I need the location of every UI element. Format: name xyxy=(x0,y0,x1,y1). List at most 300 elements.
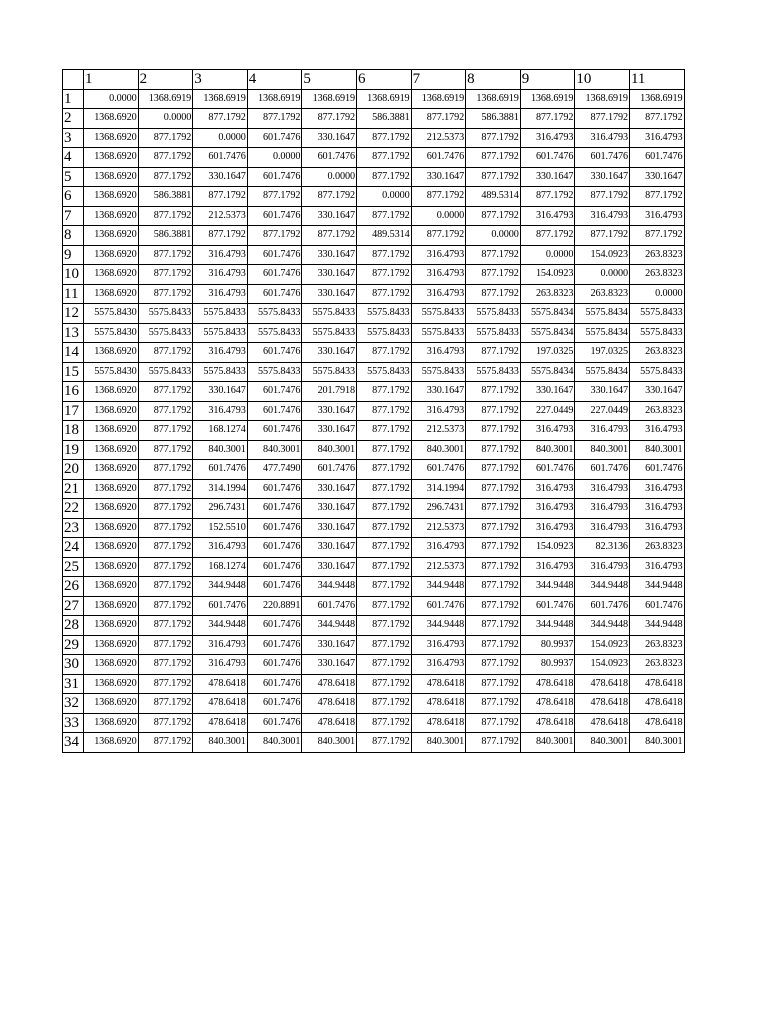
column-header: 2 xyxy=(138,70,193,90)
table-cell: 344.9448 xyxy=(575,616,630,636)
row-header: 12 xyxy=(63,304,84,324)
table-cell: 1368.6920 xyxy=(84,596,139,616)
row-header: 29 xyxy=(63,635,84,655)
table-cell: 601.7476 xyxy=(247,499,302,519)
table-cell: 877.1792 xyxy=(356,265,411,285)
row-header: 2 xyxy=(63,109,84,129)
table-row xyxy=(63,557,685,577)
table-cell: 5575.8433 xyxy=(466,304,521,324)
column-header: 10 xyxy=(575,70,630,90)
table-cell: 877.1792 xyxy=(411,226,466,246)
table-row xyxy=(63,245,685,265)
table-cell: 330.1647 xyxy=(411,382,466,402)
table-cell: 344.9448 xyxy=(193,616,248,636)
table-cell: 152.5510 xyxy=(193,518,248,538)
table-cell: 212.5373 xyxy=(193,206,248,226)
table-cell: 601.7476 xyxy=(247,694,302,714)
table-cell: 478.6418 xyxy=(520,713,575,733)
table-cell: 877.1792 xyxy=(138,401,193,421)
table-cell: 877.1792 xyxy=(193,226,248,246)
table-cell: 330.1647 xyxy=(302,343,357,363)
table-cell: 877.1792 xyxy=(138,148,193,168)
table-cell: 877.1792 xyxy=(138,655,193,675)
table-cell: 212.5373 xyxy=(411,557,466,577)
table-cell: 5575.8433 xyxy=(193,323,248,343)
table-cell: 1368.6920 xyxy=(84,440,139,460)
table-cell: 601.7476 xyxy=(193,148,248,168)
row-header: 10 xyxy=(63,265,84,285)
table-cell: 316.4793 xyxy=(520,518,575,538)
table-cell: 5575.8434 xyxy=(575,304,630,324)
table-cell: 1368.6920 xyxy=(84,674,139,694)
table-cell: 877.1792 xyxy=(356,538,411,558)
table-cell: 877.1792 xyxy=(138,128,193,148)
row-header: 13 xyxy=(63,323,84,343)
table-cell: 877.1792 xyxy=(247,109,302,129)
table-cell: 877.1792 xyxy=(575,109,630,129)
table-cell: 314.1994 xyxy=(193,479,248,499)
table-cell: 330.1647 xyxy=(193,167,248,187)
row-header: 20 xyxy=(63,460,84,480)
table-row xyxy=(63,362,685,382)
table-cell: 316.4793 xyxy=(193,265,248,285)
table-row xyxy=(63,382,685,402)
table-row xyxy=(63,499,685,519)
row-header: 30 xyxy=(63,655,84,675)
table-cell: 5575.8433 xyxy=(466,323,521,343)
table-cell: 330.1647 xyxy=(629,167,684,187)
table-cell: 877.1792 xyxy=(575,187,630,207)
table-cell: 877.1792 xyxy=(466,733,521,753)
table-cell: 601.7476 xyxy=(302,148,357,168)
table-cell: 877.1792 xyxy=(520,226,575,246)
row-header: 24 xyxy=(63,538,84,558)
table-cell: 877.1792 xyxy=(629,109,684,129)
table-cell: 5575.8434 xyxy=(520,323,575,343)
table-cell: 330.1647 xyxy=(302,245,357,265)
column-header: 1 xyxy=(84,70,139,90)
row-header: 26 xyxy=(63,577,84,597)
table-cell: 330.1647 xyxy=(302,206,357,226)
table-cell: 5575.8433 xyxy=(302,323,357,343)
table-cell: 344.9448 xyxy=(302,577,357,597)
table-cell: 263.8323 xyxy=(629,265,684,285)
table-cell: 316.4793 xyxy=(411,655,466,675)
table-row xyxy=(63,89,685,109)
table-cell: 316.4793 xyxy=(411,401,466,421)
table-cell: 5575.8433 xyxy=(629,323,684,343)
table-cell: 877.1792 xyxy=(356,499,411,519)
table-cell: 5575.8434 xyxy=(575,362,630,382)
table-row xyxy=(63,635,685,655)
table-cell: 330.1647 xyxy=(302,265,357,285)
table-cell: 316.4793 xyxy=(629,557,684,577)
table-cell: 316.4793 xyxy=(575,421,630,441)
table-cell: 316.4793 xyxy=(411,343,466,363)
table-cell: 478.6418 xyxy=(629,713,684,733)
table-cell: 316.4793 xyxy=(575,479,630,499)
table-cell: 478.6418 xyxy=(302,674,357,694)
table-cell: 877.1792 xyxy=(356,655,411,675)
table-cell: 877.1792 xyxy=(138,733,193,753)
table-cell: 220.8891 xyxy=(247,596,302,616)
table-cell: 840.3001 xyxy=(247,440,302,460)
table-row xyxy=(63,440,685,460)
table-cell: 212.5373 xyxy=(411,128,466,148)
table-cell: 877.1792 xyxy=(466,167,521,187)
table-cell: 263.8323 xyxy=(629,538,684,558)
table-cell: 601.7476 xyxy=(247,577,302,597)
table-header xyxy=(63,70,685,90)
table-cell: 840.3001 xyxy=(302,733,357,753)
table-cell: 601.7476 xyxy=(247,343,302,363)
table-row xyxy=(63,713,685,733)
table-row xyxy=(63,655,685,675)
table-cell: 601.7476 xyxy=(247,284,302,304)
row-header: 28 xyxy=(63,616,84,636)
table-cell: 877.1792 xyxy=(356,401,411,421)
table-cell: 1368.6920 xyxy=(84,245,139,265)
table-cell: 877.1792 xyxy=(138,499,193,519)
table-cell: 316.4793 xyxy=(629,421,684,441)
table-cell: 0.0000 xyxy=(84,89,139,109)
table-cell: 601.7476 xyxy=(411,460,466,480)
table-cell: 0.0000 xyxy=(629,284,684,304)
table-cell: 330.1647 xyxy=(193,382,248,402)
table-cell: 0.0000 xyxy=(138,109,193,129)
table-cell: 5575.8433 xyxy=(138,304,193,324)
table-cell: 877.1792 xyxy=(575,226,630,246)
table-cell: 877.1792 xyxy=(466,206,521,226)
table-cell: 478.6418 xyxy=(411,713,466,733)
table-cell: 0.0000 xyxy=(575,265,630,285)
table-cell: 316.4793 xyxy=(629,518,684,538)
table-cell: 840.3001 xyxy=(629,733,684,753)
table-cell: 316.4793 xyxy=(629,128,684,148)
table-cell: 5575.8433 xyxy=(302,362,357,382)
table-cell: 82.3136 xyxy=(575,538,630,558)
table-cell: 316.4793 xyxy=(520,499,575,519)
table-cell: 478.6418 xyxy=(520,694,575,714)
row-header: 23 xyxy=(63,518,84,538)
table-cell: 601.7476 xyxy=(575,596,630,616)
table-cell: 840.3001 xyxy=(411,440,466,460)
table-cell: 877.1792 xyxy=(356,128,411,148)
table-cell: 840.3001 xyxy=(629,440,684,460)
row-header: 6 xyxy=(63,187,84,207)
table-cell: 330.1647 xyxy=(302,557,357,577)
table-cell: 877.1792 xyxy=(466,421,521,441)
table-cell: 601.7476 xyxy=(247,167,302,187)
table-cell: 1368.6919 xyxy=(520,89,575,109)
table-cell: 5575.8433 xyxy=(138,362,193,382)
table-cell: 877.1792 xyxy=(302,187,357,207)
table-cell: 263.8323 xyxy=(520,284,575,304)
table-cell: 601.7476 xyxy=(411,596,466,616)
table-cell: 154.0923 xyxy=(520,538,575,558)
table-cell: 330.1647 xyxy=(302,538,357,558)
row-header: 7 xyxy=(63,206,84,226)
table-cell: 877.1792 xyxy=(247,187,302,207)
table-cell: 5575.8433 xyxy=(138,323,193,343)
table-cell: 877.1792 xyxy=(356,245,411,265)
table-cell: 1368.6920 xyxy=(84,226,139,246)
table-cell: 330.1647 xyxy=(302,518,357,538)
column-header: 3 xyxy=(193,70,248,90)
table-cell: 314.1994 xyxy=(411,479,466,499)
row-header: 25 xyxy=(63,557,84,577)
table-cell: 316.4793 xyxy=(193,401,248,421)
table-cell: 316.4793 xyxy=(575,128,630,148)
table-cell: 1368.6919 xyxy=(247,89,302,109)
table-cell: 5575.8433 xyxy=(356,362,411,382)
table-cell: 877.1792 xyxy=(466,538,521,558)
table-cell: 877.1792 xyxy=(356,596,411,616)
table-cell: 316.4793 xyxy=(520,128,575,148)
table-row xyxy=(63,596,685,616)
table-cell: 1368.6920 xyxy=(84,109,139,129)
table-cell: 316.4793 xyxy=(520,557,575,577)
column-header: 6 xyxy=(356,70,411,90)
table-cell: 1368.6920 xyxy=(84,733,139,753)
table-cell: 263.8323 xyxy=(629,401,684,421)
table-cell: 586.3881 xyxy=(356,109,411,129)
table-cell: 877.1792 xyxy=(247,226,302,246)
table-cell: 877.1792 xyxy=(356,577,411,597)
table-cell: 877.1792 xyxy=(520,187,575,207)
table-cell: 316.4793 xyxy=(629,499,684,519)
table-cell: 840.3001 xyxy=(575,733,630,753)
table-cell: 330.1647 xyxy=(302,421,357,441)
table-cell: 168.1274 xyxy=(193,557,248,577)
table-cell: 201.7918 xyxy=(302,382,357,402)
table-cell: 1368.6920 xyxy=(84,265,139,285)
table-cell: 5575.8430 xyxy=(84,362,139,382)
table-cell: 877.1792 xyxy=(466,284,521,304)
table-cell: 877.1792 xyxy=(466,596,521,616)
table-cell: 877.1792 xyxy=(138,694,193,714)
table-cell: 5575.8433 xyxy=(466,362,521,382)
table-cell: 296.7431 xyxy=(411,499,466,519)
table-cell: 601.7476 xyxy=(193,460,248,480)
table-cell: 330.1647 xyxy=(302,479,357,499)
table-cell: 478.6418 xyxy=(411,674,466,694)
table-cell: 5575.8434 xyxy=(520,362,575,382)
table-cell: 5575.8433 xyxy=(411,362,466,382)
table-cell: 601.7476 xyxy=(247,538,302,558)
table-cell: 0.0000 xyxy=(193,128,248,148)
table-cell: 877.1792 xyxy=(466,518,521,538)
table-row xyxy=(63,265,685,285)
table-cell: 877.1792 xyxy=(302,226,357,246)
row-header: 11 xyxy=(63,284,84,304)
table-cell: 344.9448 xyxy=(629,616,684,636)
table-cell: 877.1792 xyxy=(466,616,521,636)
table-cell: 877.1792 xyxy=(356,557,411,577)
table-cell: 330.1647 xyxy=(302,401,357,421)
table-cell: 877.1792 xyxy=(466,265,521,285)
table-cell: 840.3001 xyxy=(193,440,248,460)
table-cell: 877.1792 xyxy=(411,109,466,129)
table-cell: 1368.6919 xyxy=(193,89,248,109)
table-cell: 877.1792 xyxy=(356,616,411,636)
table-cell: 877.1792 xyxy=(466,128,521,148)
table-cell: 330.1647 xyxy=(520,167,575,187)
table-cell: 877.1792 xyxy=(466,713,521,733)
table-cell: 840.3001 xyxy=(520,440,575,460)
table-cell: 1368.6920 xyxy=(84,713,139,733)
table-cell: 1368.6920 xyxy=(84,635,139,655)
table-cell: 478.6418 xyxy=(193,713,248,733)
table-cell: 316.4793 xyxy=(411,538,466,558)
table-cell: 586.3881 xyxy=(466,109,521,129)
table-cell: 877.1792 xyxy=(138,343,193,363)
table-cell: 263.8323 xyxy=(575,284,630,304)
table-cell: 330.1647 xyxy=(520,382,575,402)
table-row xyxy=(63,323,685,343)
table-cell: 877.1792 xyxy=(356,674,411,694)
table-cell: 877.1792 xyxy=(466,694,521,714)
table-cell: 5575.8433 xyxy=(629,304,684,324)
table-cell: 316.4793 xyxy=(193,284,248,304)
table-cell: 1368.6920 xyxy=(84,616,139,636)
table-cell: 877.1792 xyxy=(356,635,411,655)
column-header: 4 xyxy=(247,70,302,90)
table-cell: 212.5373 xyxy=(411,518,466,538)
table-row xyxy=(63,343,685,363)
table-cell: 877.1792 xyxy=(466,245,521,265)
table-cell: 601.7476 xyxy=(629,148,684,168)
table-cell: 478.6418 xyxy=(575,713,630,733)
table-cell: 5575.8433 xyxy=(193,362,248,382)
table-cell: 5575.8433 xyxy=(411,304,466,324)
table-cell: 601.7476 xyxy=(247,655,302,675)
table-cell: 1368.6920 xyxy=(84,538,139,558)
table-cell: 5575.8433 xyxy=(247,362,302,382)
table-cell: 877.1792 xyxy=(138,167,193,187)
table-cell: 263.8323 xyxy=(629,245,684,265)
table-cell: 601.7476 xyxy=(520,460,575,480)
table-cell: 1368.6920 xyxy=(84,479,139,499)
table-row xyxy=(63,616,685,636)
table-cell: 1368.6920 xyxy=(84,401,139,421)
table-cell: 1368.6920 xyxy=(84,499,139,519)
table-cell: 877.1792 xyxy=(356,148,411,168)
table-cell: 197.0325 xyxy=(575,343,630,363)
table-cell: 601.7476 xyxy=(520,148,575,168)
table-cell: 5575.8433 xyxy=(247,323,302,343)
table-cell: 601.7476 xyxy=(302,460,357,480)
row-header: 19 xyxy=(63,440,84,460)
table-cell: 877.1792 xyxy=(138,460,193,480)
table-cell: 316.4793 xyxy=(575,499,630,519)
table-cell: 0.0000 xyxy=(356,187,411,207)
table-cell: 601.7476 xyxy=(247,674,302,694)
row-header: 33 xyxy=(63,713,84,733)
table-cell: 877.1792 xyxy=(193,109,248,129)
row-header: 27 xyxy=(63,596,84,616)
table-cell: 330.1647 xyxy=(302,499,357,519)
table-cell: 316.4793 xyxy=(520,206,575,226)
table-cell: 330.1647 xyxy=(302,128,357,148)
header-corner-cell xyxy=(63,70,84,90)
table-cell: 877.1792 xyxy=(466,674,521,694)
column-header: 5 xyxy=(302,70,357,90)
table-cell: 601.7476 xyxy=(575,460,630,480)
table-cell: 344.9448 xyxy=(629,577,684,597)
row-header: 16 xyxy=(63,382,84,402)
table-cell: 877.1792 xyxy=(466,557,521,577)
table-cell: 877.1792 xyxy=(356,694,411,714)
table-cell: 5575.8433 xyxy=(247,304,302,324)
table-cell: 478.6418 xyxy=(575,674,630,694)
table-cell: 1368.6919 xyxy=(466,89,521,109)
table-row xyxy=(63,187,685,207)
table-cell: 330.1647 xyxy=(302,284,357,304)
table-cell: 877.1792 xyxy=(356,460,411,480)
table-cell: 1368.6919 xyxy=(629,89,684,109)
table-row xyxy=(63,577,685,597)
table-cell: 840.3001 xyxy=(520,733,575,753)
table-cell: 877.1792 xyxy=(138,245,193,265)
table-cell: 877.1792 xyxy=(356,733,411,753)
table-cell: 601.7476 xyxy=(247,401,302,421)
table-cell: 344.9448 xyxy=(411,616,466,636)
table-cell: 586.3881 xyxy=(138,226,193,246)
table-cell: 877.1792 xyxy=(138,557,193,577)
table-cell: 1368.6920 xyxy=(84,421,139,441)
table-cell: 316.4793 xyxy=(411,635,466,655)
table-cell: 330.1647 xyxy=(302,635,357,655)
table-cell: 316.4793 xyxy=(411,265,466,285)
row-header: 34 xyxy=(63,733,84,753)
table-cell: 601.7476 xyxy=(247,518,302,538)
table-cell: 877.1792 xyxy=(138,616,193,636)
row-header: 31 xyxy=(63,674,84,694)
table-cell: 344.9448 xyxy=(520,577,575,597)
table-cell: 316.4793 xyxy=(629,206,684,226)
table-cell: 1368.6920 xyxy=(84,577,139,597)
table-cell: 877.1792 xyxy=(466,460,521,480)
table-cell: 296.7431 xyxy=(193,499,248,519)
table-cell: 601.7476 xyxy=(247,206,302,226)
table-cell: 316.4793 xyxy=(193,635,248,655)
table-cell: 478.6418 xyxy=(520,674,575,694)
table-cell: 877.1792 xyxy=(411,187,466,207)
table-cell: 877.1792 xyxy=(356,167,411,187)
column-header: 11 xyxy=(629,70,684,90)
table-cell: 877.1792 xyxy=(466,343,521,363)
table-cell: 877.1792 xyxy=(356,382,411,402)
table-cell: 877.1792 xyxy=(466,635,521,655)
table-cell: 877.1792 xyxy=(466,655,521,675)
table-cell: 877.1792 xyxy=(466,577,521,597)
row-header: 4 xyxy=(63,148,84,168)
table-cell: 877.1792 xyxy=(193,187,248,207)
table-row xyxy=(63,304,685,324)
table-row xyxy=(63,538,685,558)
table-cell: 601.7476 xyxy=(629,460,684,480)
table-body xyxy=(63,89,685,752)
table-cell: 840.3001 xyxy=(302,440,357,460)
table-cell: 1368.6920 xyxy=(84,167,139,187)
table-row xyxy=(63,148,685,168)
table-cell: 316.4793 xyxy=(520,421,575,441)
table-cell: 154.0923 xyxy=(520,265,575,285)
table-cell: 263.8323 xyxy=(629,655,684,675)
table-cell: 877.1792 xyxy=(466,479,521,499)
table-cell: 316.4793 xyxy=(193,538,248,558)
